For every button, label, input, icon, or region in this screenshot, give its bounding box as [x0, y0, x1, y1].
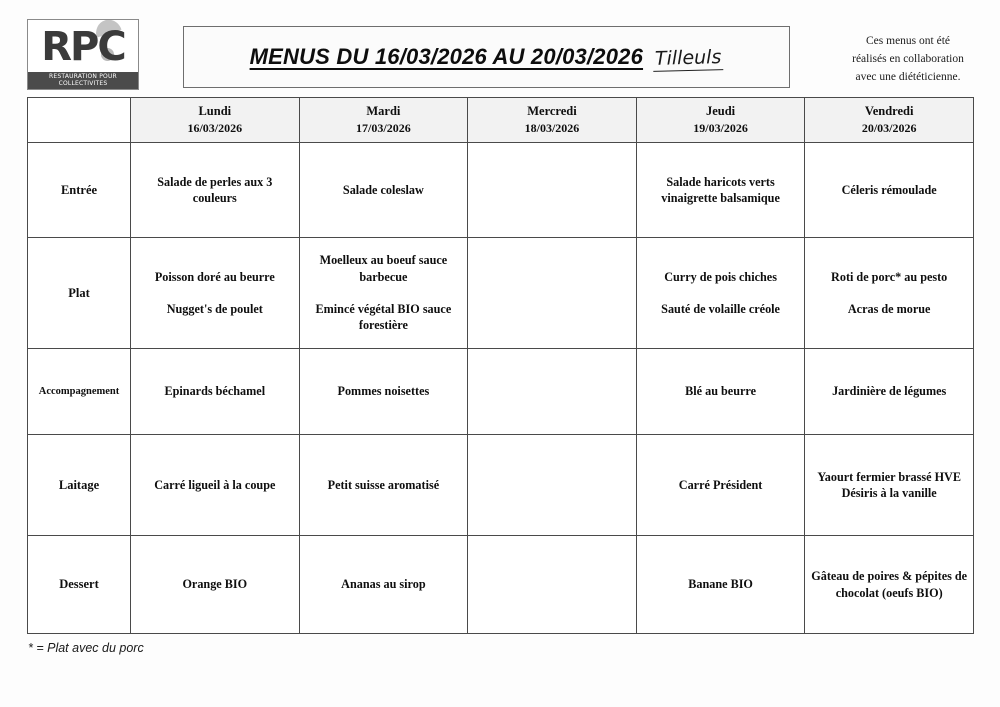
dish-item: Orange BIO — [182, 577, 248, 592]
menu-table-header — [28, 98, 974, 143]
menu-cell-entree-mercredi — [468, 143, 637, 238]
day-header-mercredi — [468, 98, 637, 143]
day-header-name: Mercredi — [527, 104, 577, 119]
menu-cell-entree-lundi — [131, 143, 300, 238]
dish-item: Banane BIO — [688, 577, 753, 592]
pork-footnote: * = Plat avec du porc — [28, 641, 144, 655]
dietician-note-line-3: avec une diététicienne. — [855, 70, 961, 83]
menu-cell-accompagnement-lundi — [131, 349, 300, 435]
dietician-note-line-1: Ces menus ont été — [866, 35, 950, 47]
table-row — [28, 435, 974, 536]
day-header-name: Lundi — [198, 104, 232, 119]
dish-item: Jardinière de légumes — [832, 384, 947, 399]
dish-item: Sauté de volaille créole — [661, 302, 780, 316]
dish-item: Poisson doré au beurre — [154, 269, 275, 284]
menu-cell-plat-mardi — [299, 238, 468, 349]
menu-cell-laitage-vendredi — [805, 435, 974, 536]
menu-cell-laitage-lundi — [131, 435, 300, 536]
dish-item: Moelleux au boeuf sauce barbecue — [319, 253, 448, 284]
day-header-name: Vendredi — [864, 104, 914, 119]
day-header-date: 18/03/2026 — [524, 121, 580, 136]
menu-cell-dessert-jeudi — [636, 536, 805, 634]
menu-cell-plat-jeudi — [636, 238, 805, 349]
dish-item: Emincé végétal BIO sauce forestière — [315, 302, 452, 333]
dish-item: Salade coleslaw — [342, 182, 424, 197]
document-header — [0, 0, 1000, 97]
row-label-plat: Plat — [28, 238, 131, 349]
rpc-logo-letters: RPC — [41, 24, 125, 70]
menu-cell-dessert-mercredi — [468, 536, 637, 634]
menu-cell-laitage-jeudi — [636, 435, 805, 536]
day-header-vendredi — [805, 98, 974, 143]
dietician-note-line-2: réalisés en collaboration — [852, 52, 964, 65]
page-title: MENUS DU 16/03/2026 AU 20/03/2026 — [249, 43, 644, 69]
table-row — [28, 143, 974, 238]
dish-item: Nugget's de poulet — [166, 302, 263, 316]
menu-cell-entree-vendredi — [805, 143, 974, 238]
dish-item: Gâteau de poires & pépites de chocolat (oeufs BIO) — [811, 569, 968, 600]
rpc-logo-tagline: RESTAURATION POUR COLLECTIVITES — [28, 72, 138, 89]
dish-item: Curry de pois chiches — [664, 269, 777, 284]
table-row — [28, 238, 974, 349]
rpc-logo — [27, 19, 139, 90]
menu-cell-accompagnement-vendredi — [805, 349, 974, 435]
dish-item: Roti de porc* au pesto — [831, 269, 948, 284]
rpc-logo-mark — [28, 22, 138, 72]
menu-cell-laitage-mercredi — [468, 435, 637, 536]
day-header-date: 16/03/2026 — [187, 121, 243, 136]
dish-item: Acras de morue — [847, 302, 931, 316]
menu-cell-accompagnement-mercredi — [468, 349, 637, 435]
dish-item: Céleris rémoulade — [841, 182, 937, 197]
row-label-entree: Entrée — [28, 143, 131, 238]
menu-cell-entree-mardi — [299, 143, 468, 238]
document-title-box — [183, 26, 790, 88]
dish-item: Carré Président — [678, 477, 763, 492]
table-row — [28, 536, 974, 634]
dish-item: Pommes noisettes — [337, 384, 430, 399]
weekly-menu-table — [27, 97, 974, 634]
dish-item: Carré ligueil à la coupe — [154, 477, 276, 492]
dish-item: Blé au beurre — [685, 384, 757, 399]
dish-item: Epinards béchamel — [164, 384, 266, 399]
menu-cell-dessert-lundi — [131, 536, 300, 634]
table-header-row — [28, 98, 974, 143]
dish-item: Salade haricots verts vinaigrette balsamique — [661, 174, 780, 205]
menu-cell-laitage-mardi — [299, 435, 468, 536]
day-header-jeudi — [636, 98, 805, 143]
row-label-laitage: Laitage — [28, 435, 131, 536]
table-corner-cell — [28, 98, 131, 143]
day-header-lundi — [131, 98, 300, 143]
dish-item: Yaourt fermier brassé HVE Désiris à la vanille — [817, 469, 961, 500]
menu-table-body — [28, 143, 974, 634]
menu-cell-dessert-mardi — [299, 536, 468, 634]
menu-cell-plat-lundi — [131, 238, 300, 349]
menu-cell-plat-mercredi — [468, 238, 637, 349]
dish-item: Ananas au sirop — [341, 577, 426, 592]
day-header-date: 17/03/2026 — [356, 121, 411, 136]
day-header-name: Mardi — [366, 104, 401, 119]
menu-cell-dessert-vendredi — [805, 536, 974, 634]
handwritten-site-annotation: Tilleuls — [653, 46, 724, 72]
menu-cell-accompagnement-mardi — [299, 349, 468, 435]
menu-cell-entree-jeudi — [636, 143, 805, 238]
table-row — [28, 349, 974, 435]
day-header-date: 19/03/2026 — [693, 121, 748, 136]
day-header-name: Jeudi — [705, 104, 736, 119]
menu-cell-accompagnement-jeudi — [636, 349, 805, 435]
day-header-mardi — [299, 98, 468, 143]
dish-item: Petit suisse aromatisé — [327, 477, 440, 492]
menu-cell-plat-vendredi — [805, 238, 974, 349]
document-title-row — [250, 44, 724, 71]
dish-item: Salade de perles aux 3 couleurs — [157, 174, 273, 205]
row-label-accompagnement: Accompagnement — [28, 349, 131, 435]
row-label-dessert: Dessert — [28, 536, 131, 634]
day-header-date: 20/03/2026 — [861, 121, 917, 136]
dietician-note — [828, 33, 988, 86]
